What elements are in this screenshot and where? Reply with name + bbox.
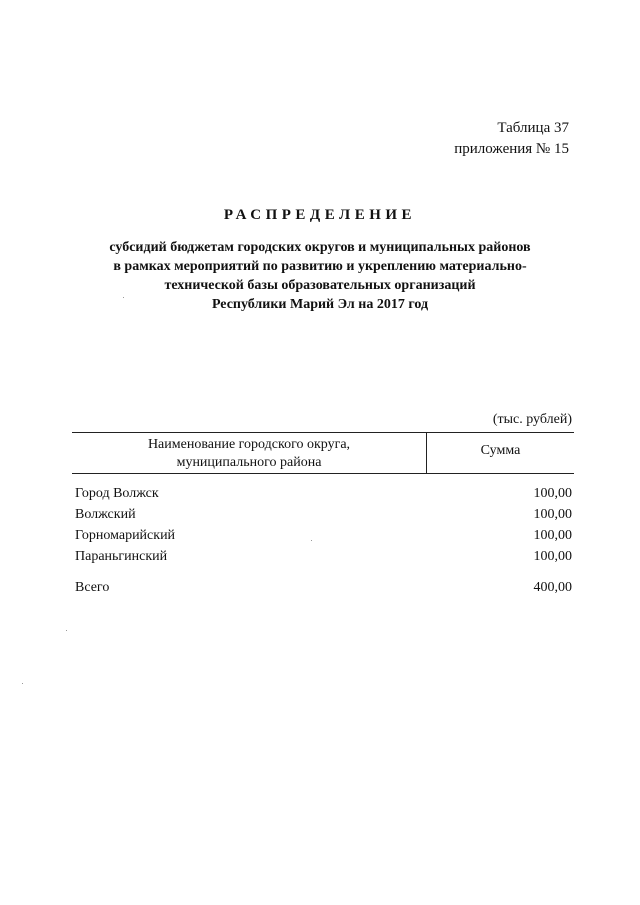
scan-speck [123, 297, 124, 298]
table-row [72, 525, 574, 546]
subtitle-line: субсидий бюджетам городских округов и муниципальных районов [109, 240, 531, 255]
document-title: РАСПРЕДЕЛЕНИЕ [223, 207, 417, 223]
row-name: Город Волжск [75, 486, 159, 501]
table-row [72, 546, 574, 567]
subtitle-line: технической базы образовательных организаций [164, 278, 476, 293]
column-header-sum: Сумма [480, 443, 521, 458]
subtitle-line: в рамках мероприятий по развитию и укреплению материально- [113, 259, 527, 274]
row-name: Параньгинский [75, 549, 168, 564]
table-row [72, 504, 574, 525]
distribution-table [72, 432, 574, 598]
table-body [72, 483, 574, 598]
row-value: 100,00 [533, 507, 572, 522]
total-value: 400,00 [533, 580, 572, 595]
row-value: 100,00 [533, 549, 572, 564]
appendix-reference [454, 118, 569, 160]
row-value: 100,00 [533, 486, 572, 501]
table-total-row [72, 577, 574, 598]
total-label: Всего [75, 580, 110, 595]
document-subtitle [60, 238, 580, 314]
scan-speck [311, 540, 312, 541]
table-header [72, 432, 574, 474]
appendix-number: приложения № 15 [454, 141, 569, 157]
column-header-name-line: Наименование городского округа, [147, 437, 351, 452]
row-value: 100,00 [533, 528, 572, 543]
column-header-name [72, 433, 427, 473]
row-name: Горномарийский [75, 528, 176, 543]
column-header-name-line: муниципального района [176, 455, 322, 470]
scan-speck [66, 630, 67, 631]
scan-speck [22, 683, 23, 684]
row-name: Волжский [75, 507, 136, 522]
units-label: (тыс. рублей) [492, 412, 572, 427]
table-row [72, 483, 574, 504]
subtitle-line: Республики Марий Эл на 2017 год [211, 297, 429, 312]
table-number: Таблица 37 [497, 120, 569, 136]
